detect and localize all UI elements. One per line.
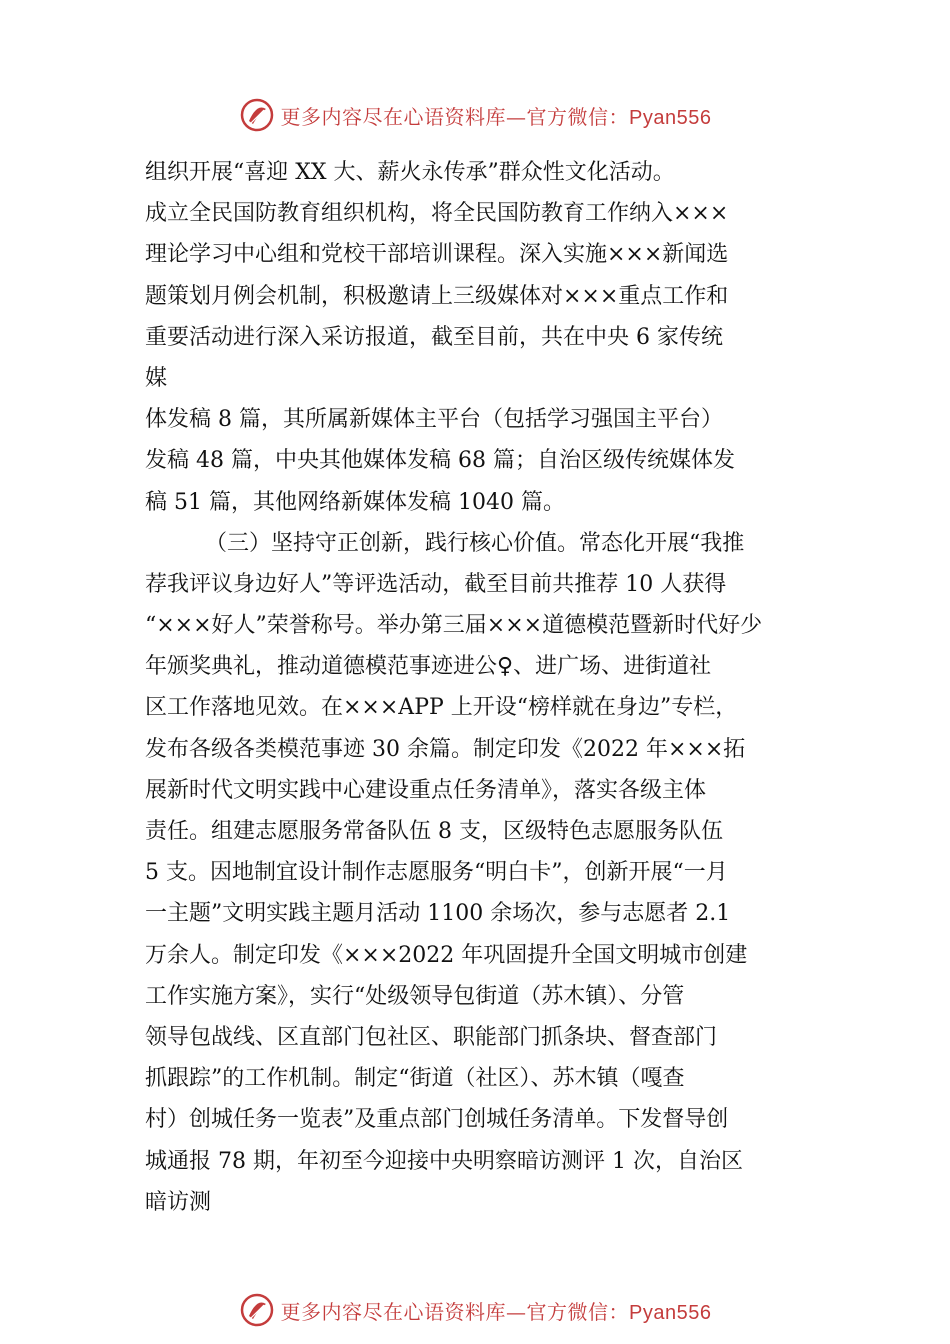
text-line: 区工作落地见效。在×××APP 上开设“榜样就在身边”专栏， (145, 695, 738, 721)
footer-banner (281, 1296, 712, 1325)
text-line: 重要活动进行深入采访报道，截至目前，共在中央 6 家传统 (145, 324, 723, 350)
text-line: 责任。组建志愿服务常备队伍 8 支，区级特色志愿服务队伍 (145, 819, 723, 844)
text-line: 万余人。制定印发《×××2022 年巩固提升全国文明城市创建 (145, 942, 748, 968)
text-line: 组织开展“喜迎 XX 大、薪火永传承”群众性文化活动。 (145, 160, 675, 185)
text-line: 工作实施方案》，实行“处级领导包街道（苏木镇）、分管 (145, 983, 685, 1009)
footer-wechat-id: Pyan556 (629, 1301, 712, 1324)
text-line: 体发稿 8 篇，其所属新媒体主平台（包括学习强国主平台） (145, 407, 723, 433)
text-line: 荐我评议身边好人”等评选活动，截至目前共推荐 10 人获得 (145, 571, 727, 597)
header-banner (281, 101, 712, 130)
text-line: 理论学习中心组和党校干部培训课程。深入实施×××新闻选 (145, 242, 729, 268)
text-line: 年颁奖典礼，推动道德模范事迹进公♀、进广场、进街道社 (145, 654, 712, 680)
header-wechat-id: Pyan556 (629, 106, 712, 129)
page-header (0, 95, 950, 135)
header-banner-text: 更多内容尽在心语资料库—官方微信： (280, 104, 630, 129)
text-line: 成立全民国防教育组织机构，将全民国防教育工作纳入××× (145, 201, 729, 227)
page-footer (0, 1290, 950, 1330)
text-line: 发稿 48 篇，中央其他媒体发稿 68 篇；自治区级传统媒体发 (145, 448, 735, 474)
text-line: 发布各级各类模范事迹 30 余篇。制定印发《2022 年×××拓 (145, 736, 746, 762)
logo-icon (239, 97, 275, 133)
logo-icon (239, 1292, 275, 1328)
text-line: 稿 51 篇，其他网络新媒体发稿 1040 篇。 (145, 489, 565, 515)
text-line: 领导包战线、区直部门包社区、职能部门抓条块、督查部门 (145, 1024, 718, 1050)
text-line: 抓跟踪”的工作机制。制定“街道（社区）、苏木镇（嘎查 (145, 1066, 685, 1092)
document-body (145, 152, 825, 1223)
text-line: 一主题”文明实践主题月活动 1100 余场次，参与志愿者 2.1 (145, 901, 731, 927)
text-line: “×××好人”荣誉称号。举办第三届×××道德模范暨新时代好少 (145, 613, 763, 639)
text-line: 5 支。因地制宜设计制作志愿服务“明白卡”，创新开展“一月 (145, 860, 728, 886)
footer-banner-text: 更多内容尽在心语资料库—官方微信： (280, 1299, 630, 1324)
text-line: 暗访测 (145, 1189, 212, 1215)
text-line: 村）创城任务一览表”及重点部门创城任务清单。下发督导创 (145, 1107, 729, 1133)
section-heading-line: （三）坚持守正创新，践行核心价值。常态化开展“我推 (205, 530, 745, 556)
text-line: 城通报 78 期，年初至今迎接中央明察暗访测评 1 次，自治区 (145, 1148, 743, 1174)
text-line: 展新时代文明实践中心建设重点任务清单》，落实各级主体 (145, 777, 707, 803)
text-line: 媒 (145, 365, 168, 391)
text-line: 题策划月例会机制，积极邀请上三级媒体对×××重点工作和 (145, 283, 729, 309)
